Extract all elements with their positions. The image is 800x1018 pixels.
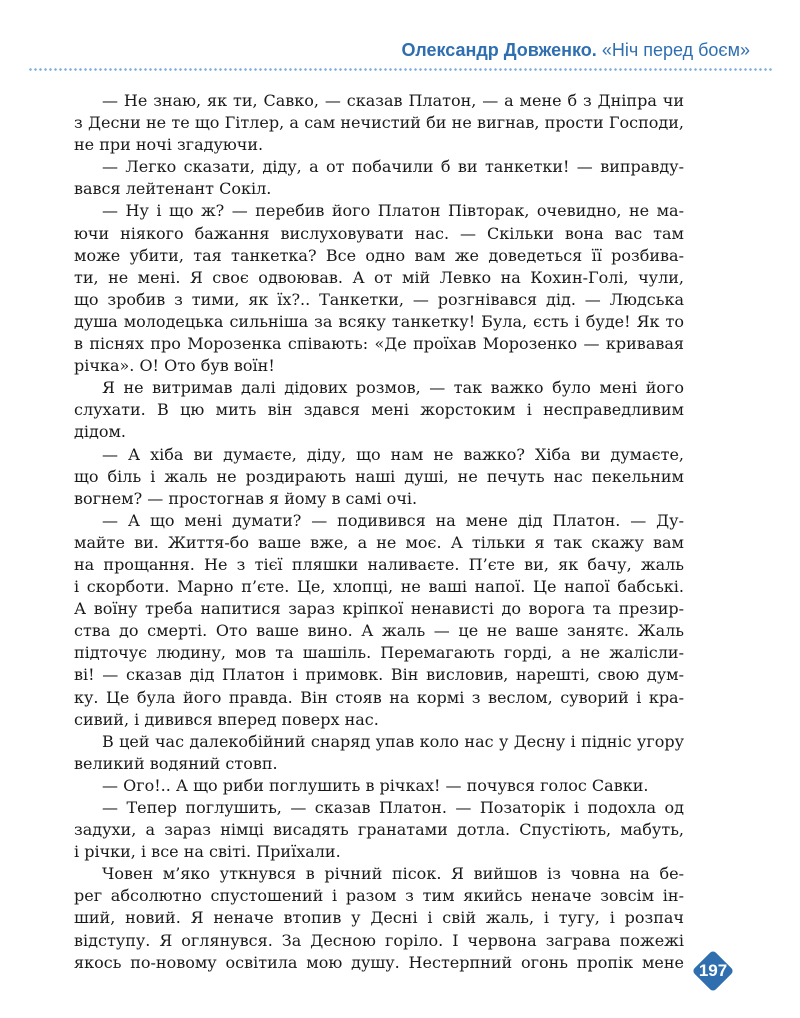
text-line: — А що мені думати? — подивився на мене дід Платон. — Ду- [102, 510, 684, 530]
running-header [401, 40, 750, 61]
header-author: Олександр Довженко. [401, 40, 597, 60]
text-line: може убити, тая танкетка? Все одно вам же доведеться її розбива- [74, 245, 684, 265]
text-line: — А хіба ви думаєте, діду, що нам не важко? Хіба ви думаєте, [102, 444, 684, 464]
text-line: з Десни не те що Гітлер, а сам нечистий би не вигнав, прости Господи, [74, 113, 684, 133]
text-line: на прощання. Не з тієї пляшки наливаєте. П’єте ви, як бачу, жаль [74, 554, 684, 574]
text-line: відступу. Я оглянувся. За Десною горіло. І червона заграва пожежі [74, 930, 684, 950]
header-work-title: «Ніч перед боєм» [601, 40, 750, 60]
text-line: — Легко сказати, діду, а от побачили б ви танкетки! — виправду- [102, 157, 684, 177]
text-line: великий водяний стовп. [74, 753, 278, 773]
text-line: дідом. [74, 422, 126, 442]
text-line: — Не знаю, як ти, Савко, — сказав Платон, — а мене б з Дніпра чи [102, 91, 684, 110]
text-line: — Ого!.. А що риби поглушить в річках! — почувся голос Савки. [102, 775, 649, 795]
text-line: якось по-новому освітила мою душу. Нестерпний огонь пропік мене [74, 952, 684, 972]
text-line: вався лейтенант Сокіл. [74, 179, 272, 199]
text-line: майте ви. Життя-бо ваше вже, а не моє. А тільки я так скажу вам [74, 532, 684, 552]
text-line: ти, не мені. Я своє одвоював. А от мій Левко на Кохин-Голі, чули, [74, 267, 684, 287]
text-line: задухи, а зараз німці висадять гранатами дотла. Спустіють, мабуть, [74, 820, 684, 840]
text-line: — Ну і що ж? — перебив його Платон Півторак, очевидно, не ма- [102, 201, 684, 221]
paragraph [74, 775, 684, 797]
text-line: річка». О! Ото був воїн! [74, 356, 275, 376]
paragraph [74, 510, 684, 731]
text-line: ства до смерті. Ото ваше вино. А жаль — це не ваше занятє. Жаль [74, 621, 684, 641]
dotted-divider [28, 68, 772, 71]
text-line: слухати. В цю мить він здався мені жорстоким і несправедливим [74, 400, 684, 420]
text-line: ві! — сказав дід Платон і примовк. Він висловив, нарешті, свою дум- [74, 665, 684, 685]
paragraph [74, 200, 684, 377]
paragraph [74, 444, 684, 510]
body-text [74, 90, 684, 974]
text-line: ку. Це була його правда. Він стояв на кормі з веслом, суворий і кра- [74, 687, 684, 707]
text-line: що зробив з тими, як їх?.. Танкетки, — розгнівався дід. — Людська [74, 289, 684, 309]
text-line: вогнем? — простогнав я йому в самі очі. [74, 488, 418, 508]
text-line: душа молодецька сильніша за всяку танкетку! Була, єсть і буде! Як то [74, 311, 684, 331]
text-line: сивий, і дивився вперед поверх нас. [74, 709, 379, 729]
text-line: — Тепер поглушить, — сказав Платон. — Позаторік і подохла од [102, 798, 684, 817]
paragraph [74, 731, 684, 775]
paragraph [74, 156, 684, 200]
text-line: ший, новий. Я неначе втопив у Десні і свій жаль, і тугу, і розпач [74, 908, 684, 928]
text-line: рег абсолютно спустошений і разом з тим якийсь неначе зовсім ін- [74, 886, 684, 906]
page-number-badge [690, 948, 736, 994]
text-line: підточує людину, мов та шашіль. Перемагають горді, а не жалісли- [74, 643, 684, 663]
paragraph [74, 377, 684, 443]
text-line: Я не витримав далі дідових розмов, — так важко було мені його [102, 378, 684, 398]
text-line: і скорботи. Марно п’єте. Це, хлопці, не ваші напої. Це напої бабські. [74, 577, 684, 597]
page-number: 197 [698, 961, 728, 980]
text-line: А воїну треба напитися зараз кріпкої ненависті до ворога та презир- [74, 599, 684, 619]
paragraph [74, 90, 684, 156]
text-line: і річки, і все на світі. Приїхали. [74, 842, 341, 862]
paragraph [74, 863, 684, 973]
text-line: в піснях про Морозенка співають: «Де проїхав Морозенко — кривавая [74, 334, 684, 354]
paragraph [74, 797, 684, 863]
text-line: Човен м’яко уткнувся в річний пісок. Я вийшов із човна на бе- [102, 864, 684, 884]
text-line: не при ночі згадуючи. [74, 135, 264, 155]
text-line: ючи ніякого бажання вислуховувати нас. — Скільки вона вас там [74, 223, 684, 243]
text-line: В цей час далекобійний снаряд упав коло нас у Десну і підніс угору [102, 731, 684, 751]
text-line: що біль і жаль не роздирають наші душі, не печуть нас пекельним [74, 466, 684, 486]
